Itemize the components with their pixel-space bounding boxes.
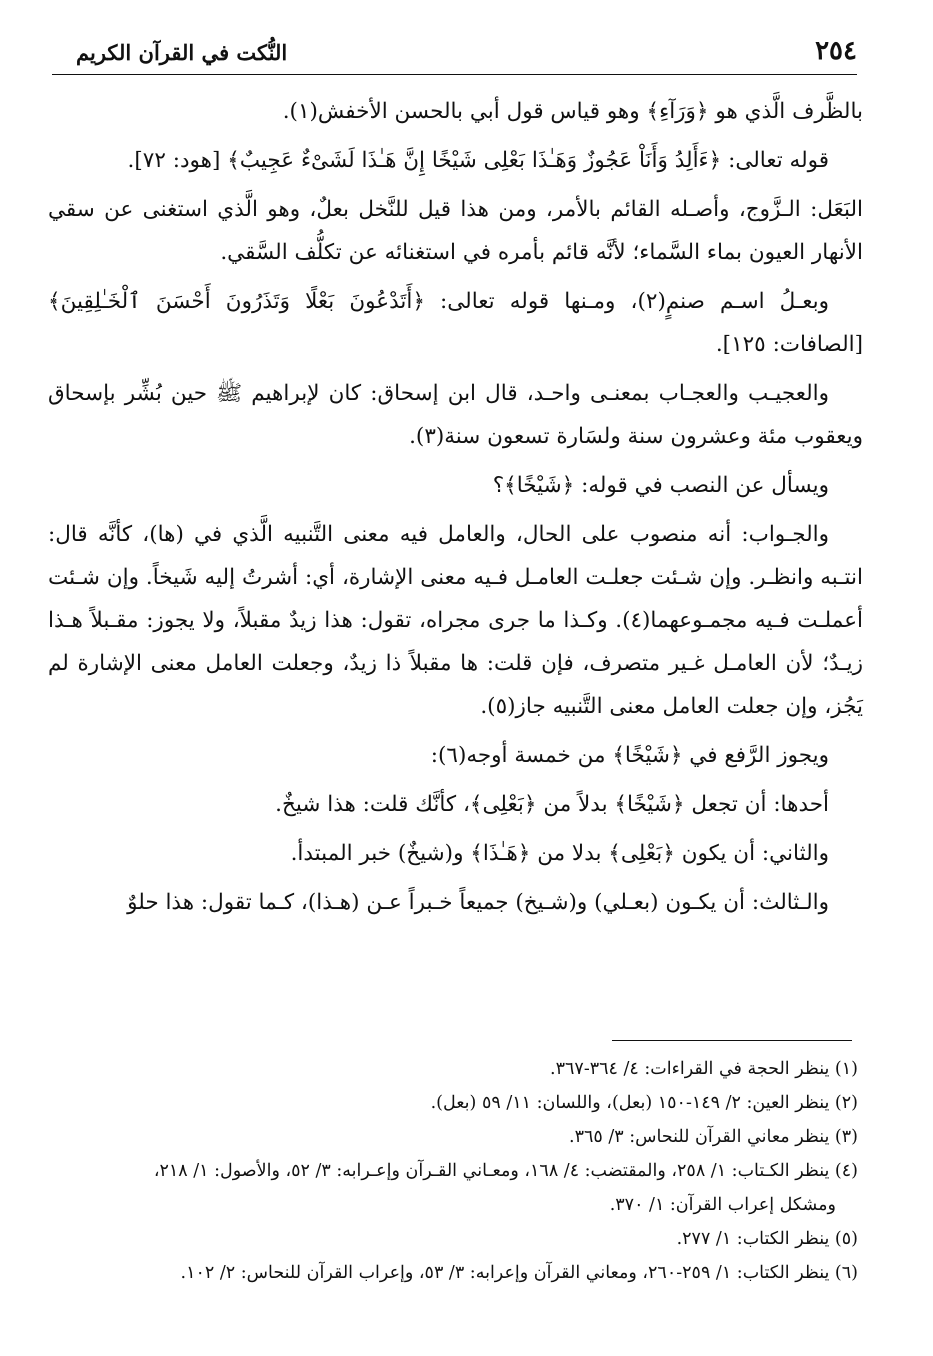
footnote: (٦) ينظر الكتاب: ١/ ٢٥٩-٢٦٠، ومعاني القرآن وإعرابه: ٣/ ٥٣، وإعراب القرآن للنحاس: ٢/ ١٠٢. xyxy=(180,1263,858,1283)
page-header xyxy=(52,30,857,75)
paragraph: قوله تعالى: ﴿ءَأَلِدُ وَأَنَاْ عَجُوزٌ وَهَـٰذَا بَعْلِى شَيْخًا إِنَّ هَـٰذَا لَشَىْءٌ عَجِيبٌ﴾ [هود: ٧٢]. xyxy=(127,148,829,173)
page-number: ٢٥٤ xyxy=(815,36,857,66)
footnote-divider xyxy=(612,1040,852,1041)
footnote-continuation: ومشكل إعراب القرآن: ١/ ٣٧٠. xyxy=(609,1195,836,1215)
paragraph: والثاني: أن يكون ﴿بَعْلِى﴾ بدلا من ﴿هَـٰذَا﴾ و(شيخٌ) خبر المبتدأ. xyxy=(290,841,829,866)
paragraph: والـثالث: أن يكـون (بعـلي) و(شـيخ) جميعاً خـبراً عـن (هـذا)، كـما تقول: هذا حلوٌ xyxy=(127,890,829,915)
paragraph: ويسأل عن النصب في قوله: ﴿شَيْخًا﴾؟ xyxy=(492,473,829,498)
paragraph: وبعـلُ اسـم صنمٍ(٢)، ومـنها قوله تعالى: ﴿أَتَدْعُونَ بَعْلًا وَتَذَرُونَ أَحْسَنَ ٱلْخَـٰلِقِينَ﴾ [الصافات: ١٢٥]. xyxy=(48,289,863,357)
footnote: (٥) ينظر الكتاب: ١/ ٢٧٧. xyxy=(676,1229,858,1249)
main-text xyxy=(48,90,863,930)
paragraph: البَعَل: الـزَّوج، وأصـله القائم بالأمر، ومن هذا قيل للنَّخل بعلٌ، وهو الَّذي استغنى عن سقي الأنهار العيون بماء السَّماء؛ لأنَّه قائم بأمره في استغنائه عن تكلُّف السَّقي. xyxy=(48,197,863,265)
footnotes xyxy=(48,1052,858,1290)
footnote: (٢) ينظر العين: ٢/ ١٤٩-١٥٠ (بعل)، واللسان: ١١/ ٥٩ (بعل). xyxy=(430,1093,858,1113)
running-title: النُّكت في القرآن الكريم xyxy=(76,40,288,65)
paragraph: ويجوز الرَّفع في ﴿شَيْخًا﴾ من خمسة أوجه(٦): xyxy=(430,743,829,768)
paragraph: أحدها: أن تجعل ﴿شَيْخًا﴾ بدلاً من ﴿بَعْلِى﴾، كأنَّك قلت: هذا شيخٌ. xyxy=(275,792,829,817)
paragraph: والجـواب: أنه منصوب على الحال، والعامل فيه معنى التَّنبيه الَّذي في (ها)، كأنَّه قال: انتـبه وانظـر. وإن شـئت جعلـت العامـل فـيه معنى الإشارة، أي: أشرتُ إليه شَيخاً. وإن شـئت أعملـت فـيه مجمـوعهما(٤). وكـذا ما جرى مجراه، تقول: هذا زيدٌ مقبلاً، ولا يجوز: مقـبلاً هـذا زيـدٌ؛ لأن العامـل غـير متصرف، فإن قلت: ها مقبلاً ذا زيدٌ، وجعلت العامل معنى الإشارة لم يَجُز، وإن جعلت العامل معنى التَّنبيه جاز(٥). xyxy=(48,522,864,719)
footnote: (١) ينظر الحجة في القراءات: ٤/ ٣٦٤-٣٦٧. xyxy=(550,1059,858,1079)
paragraph: والعجيـب والعجـاب بمعنـى واحـد، قال ابن إسحاق: كان لإبراهيم ﷺ حين بُشِّر بإسحاق ويعقوب مئة وعشرون سنة ولسَارة تسعون سنة(٣). xyxy=(48,381,863,449)
footnote: (٤) ينظر الكـتاب: ١/ ٢٥٨، والمقتضب: ٤/ ١٦٨، ومعـاني القـرآن وإعـرابه: ٣/ ٥٢، والأصول: ١/ ٢١٨، xyxy=(153,1161,858,1181)
footnote: (٣) ينظر معاني القرآن للنحاس: ٣/ ٣٦٥. xyxy=(568,1127,858,1147)
paragraph: بالظَّرف الَّذي هو ﴿وَرَآءِ﴾ وهو قياس قول أبي بالحسن الأخفش(١). xyxy=(282,99,863,124)
